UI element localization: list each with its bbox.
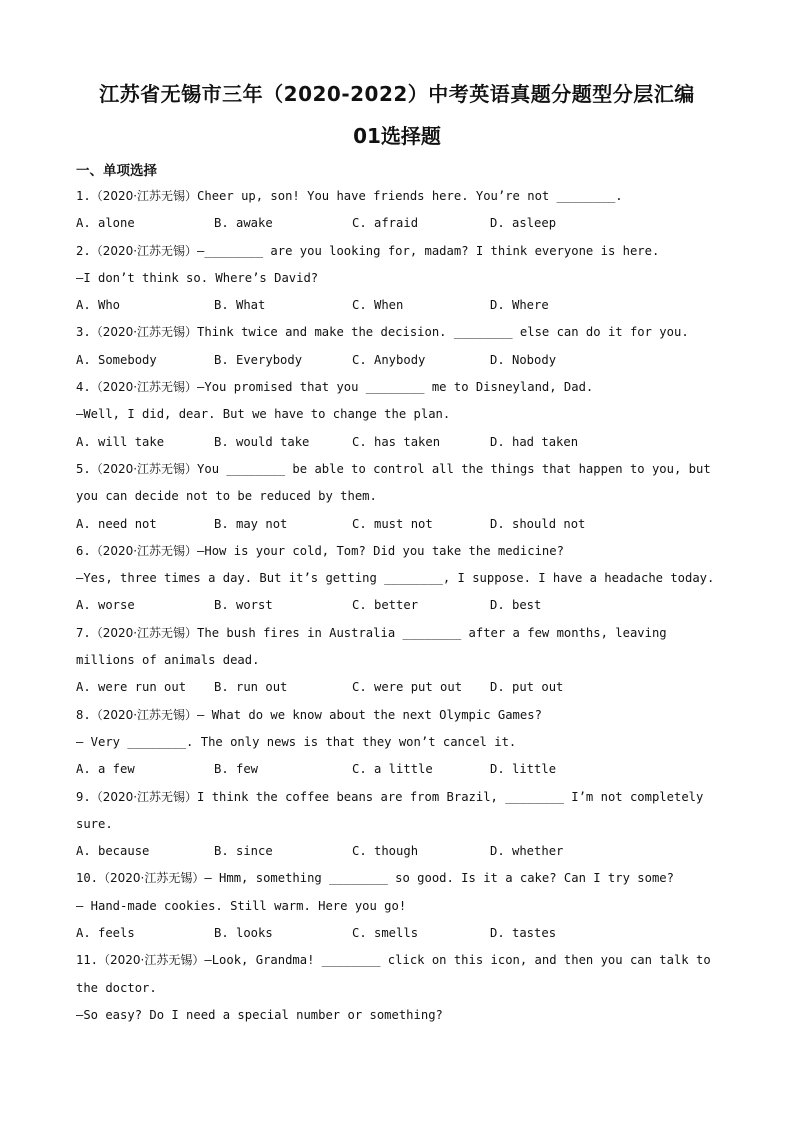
question-item: [76, 947, 726, 1029]
answer-option: B. may not: [214, 516, 288, 531]
answer-option: A. were run out: [76, 680, 187, 695]
question-item: [76, 702, 726, 784]
question-text: — Hmm, something ________ so good. Is it a cake? Can I try some?: [204, 871, 674, 886]
question-stem: [76, 183, 726, 210]
answer-option: B. awake: [214, 216, 273, 231]
question-item: [76, 865, 726, 947]
answer-option: C. has taken: [352, 434, 441, 449]
answer-option: B. would take: [214, 434, 310, 449]
answer-option: D. asleep: [490, 216, 557, 231]
options-row: [76, 347, 726, 374]
options-row: [76, 210, 726, 237]
question-stem: [76, 538, 726, 565]
question-text: — What do we know about the next Olympic Games?: [197, 707, 542, 722]
question-text: —________ are you looking for, madam? I think everyone is here.: [197, 243, 660, 258]
answer-option: D. had taken: [490, 434, 579, 449]
answer-option: A. because: [76, 844, 150, 859]
answer-option: A. Who: [76, 298, 121, 313]
question-text: the doctor.: [76, 980, 157, 995]
answer-option: D. Nobody: [490, 352, 557, 367]
answer-option: B. worst: [214, 598, 273, 613]
options-row: [76, 756, 726, 783]
question-dialogue-line: [76, 401, 726, 428]
answer-option: C. afraid: [352, 216, 419, 231]
question-text: —Well, I did, dear. But we have to change the plan.: [76, 407, 451, 422]
answer-option: B. looks: [214, 926, 273, 941]
question-dialogue-line: [76, 265, 726, 292]
question-stem: [76, 702, 726, 729]
question-text: — Very ________. The only news is that they won’t cancel it.: [76, 734, 517, 749]
question-text: The bush fires in Australia ________ after a few months, leaving: [197, 625, 667, 640]
question-source: （2020·江苏无锡）: [90, 625, 198, 640]
question-text: I think the coffee beans are from Brazil, ________ I’m not completely: [197, 789, 704, 804]
answer-option: C. must not: [352, 516, 433, 531]
answer-option: B. few: [214, 762, 259, 777]
question-dialogue-line: [76, 811, 726, 838]
question-text: Think twice and make the decision. ________ else can do it for you.: [197, 325, 689, 340]
answer-option: B. What: [214, 298, 266, 313]
question-item: [76, 620, 726, 702]
answer-option: C. though: [352, 844, 419, 859]
question-source: （2020·江苏无锡）: [98, 871, 205, 886]
question-dialogue-line: [76, 565, 726, 592]
question-number: 8.: [76, 707, 91, 722]
question-dialogue-line: [76, 1002, 726, 1029]
options-row: [76, 429, 726, 456]
question-dialogue-line: [76, 975, 726, 1002]
question-number: 11.: [76, 953, 99, 968]
question-source: （2020·江苏无锡）: [90, 461, 198, 476]
options-row: [76, 674, 726, 701]
answer-option: D. whether: [490, 844, 564, 859]
question-stem: [76, 947, 726, 974]
question-dialogue-line: [76, 647, 726, 674]
answer-option: C. smells: [352, 926, 419, 941]
question-stem: [76, 865, 726, 892]
question-text: —Look, Grandma! ________ click on this icon, and then you can talk to: [204, 953, 711, 968]
question-number: 9.: [76, 789, 91, 804]
answer-option: A. alone: [76, 216, 135, 231]
answer-option: D. tastes: [490, 926, 557, 941]
question-number: 6.: [76, 543, 91, 558]
question-stem: [76, 319, 726, 346]
question-stem: [76, 784, 726, 811]
answer-option: D. best: [490, 598, 542, 613]
document-subtitle: 01选择题: [353, 124, 441, 148]
answer-option: A. a few: [76, 762, 135, 777]
answer-option: D. little: [490, 762, 557, 777]
question-number: 2.: [76, 243, 91, 258]
answer-option: C. were put out: [352, 680, 463, 695]
question-stem: [76, 374, 726, 401]
answer-option: A. will take: [76, 434, 165, 449]
answer-option: C. When: [352, 298, 404, 313]
question-item: [76, 784, 726, 866]
question-text: —I don’t think so. Where’s David?: [76, 270, 319, 285]
answer-option: A. need not: [76, 516, 157, 531]
question-stem: [76, 238, 726, 265]
answer-option: A. worse: [76, 598, 135, 613]
answer-option: D. should not: [490, 516, 586, 531]
question-item: [76, 319, 726, 374]
answer-option: C. better: [352, 598, 419, 613]
question-number: 7.: [76, 625, 91, 640]
question-text: you can decide not to be reduced by them.: [76, 489, 377, 504]
question-source: （2020·江苏无锡）: [90, 325, 198, 340]
question-text: —You promised that you ________ me to Disneyland, Dad.: [197, 380, 594, 395]
answer-option: D. Where: [490, 298, 549, 313]
question-number: 4.: [76, 380, 91, 395]
options-row: [76, 511, 726, 538]
answer-option: B. since: [214, 844, 273, 859]
question-number: 1.: [76, 189, 91, 203]
options-row: [76, 838, 726, 865]
question-source: （2020·江苏无锡）: [90, 789, 198, 804]
answer-option: C. Anybody: [352, 352, 426, 367]
answer-option: B. Everybody: [214, 352, 303, 367]
question-text: Cheer up, son! You have friends here. You’re not ________.: [197, 189, 623, 203]
question-stem: [76, 456, 726, 483]
question-item: [76, 238, 726, 320]
options-row: [76, 920, 726, 947]
question-list: [76, 183, 726, 1029]
question-number: 10.: [76, 871, 99, 886]
answer-option: A. feels: [76, 926, 135, 941]
answer-option: C. a little: [352, 762, 433, 777]
question-item: [76, 456, 726, 538]
question-text: sure.: [76, 816, 113, 831]
question-source: （2020·江苏无锡）: [90, 243, 198, 258]
question-text: —How is your cold, Tom? Did you take the medicine?: [197, 543, 564, 558]
question-source: （2020·江苏无锡）: [90, 189, 198, 203]
question-text: —So easy? Do I need a special number or something?: [76, 1007, 443, 1022]
question-dialogue-line: [76, 893, 726, 920]
question-stem: [76, 620, 726, 647]
answer-option: D. put out: [490, 680, 564, 695]
section-heading: 一、单项选择: [76, 163, 157, 179]
question-source: （2020·江苏无锡）: [98, 953, 205, 968]
question-number: 3.: [76, 325, 91, 340]
question-text: You ________ be able to control all the things that happen to you, but: [197, 461, 711, 476]
options-row: [76, 292, 726, 319]
question-item: [76, 374, 726, 456]
answer-option: B. run out: [214, 680, 288, 695]
question-source: （2020·江苏无锡）: [90, 380, 198, 395]
question-text: millions of animals dead.: [76, 653, 260, 668]
question-item: [76, 183, 726, 238]
question-text: — Hand-made cookies. Still warm. Here you go!: [76, 898, 407, 913]
question-number: 5.: [76, 461, 91, 476]
question-dialogue-line: [76, 483, 726, 510]
question-dialogue-line: [76, 729, 726, 756]
options-row: [76, 592, 726, 619]
question-source: （2020·江苏无锡）: [90, 707, 198, 722]
question-text: —Yes, three times a day. But it’s getting ________, I suppose. I have a headache today.: [76, 571, 715, 586]
question-item: [76, 538, 726, 620]
answer-option: A. Somebody: [76, 352, 157, 367]
document-title: 江苏省无锡市三年（2020-2022）中考英语真题分题型分层汇编: [99, 82, 695, 106]
question-source: （2020·江苏无锡）: [90, 543, 198, 558]
